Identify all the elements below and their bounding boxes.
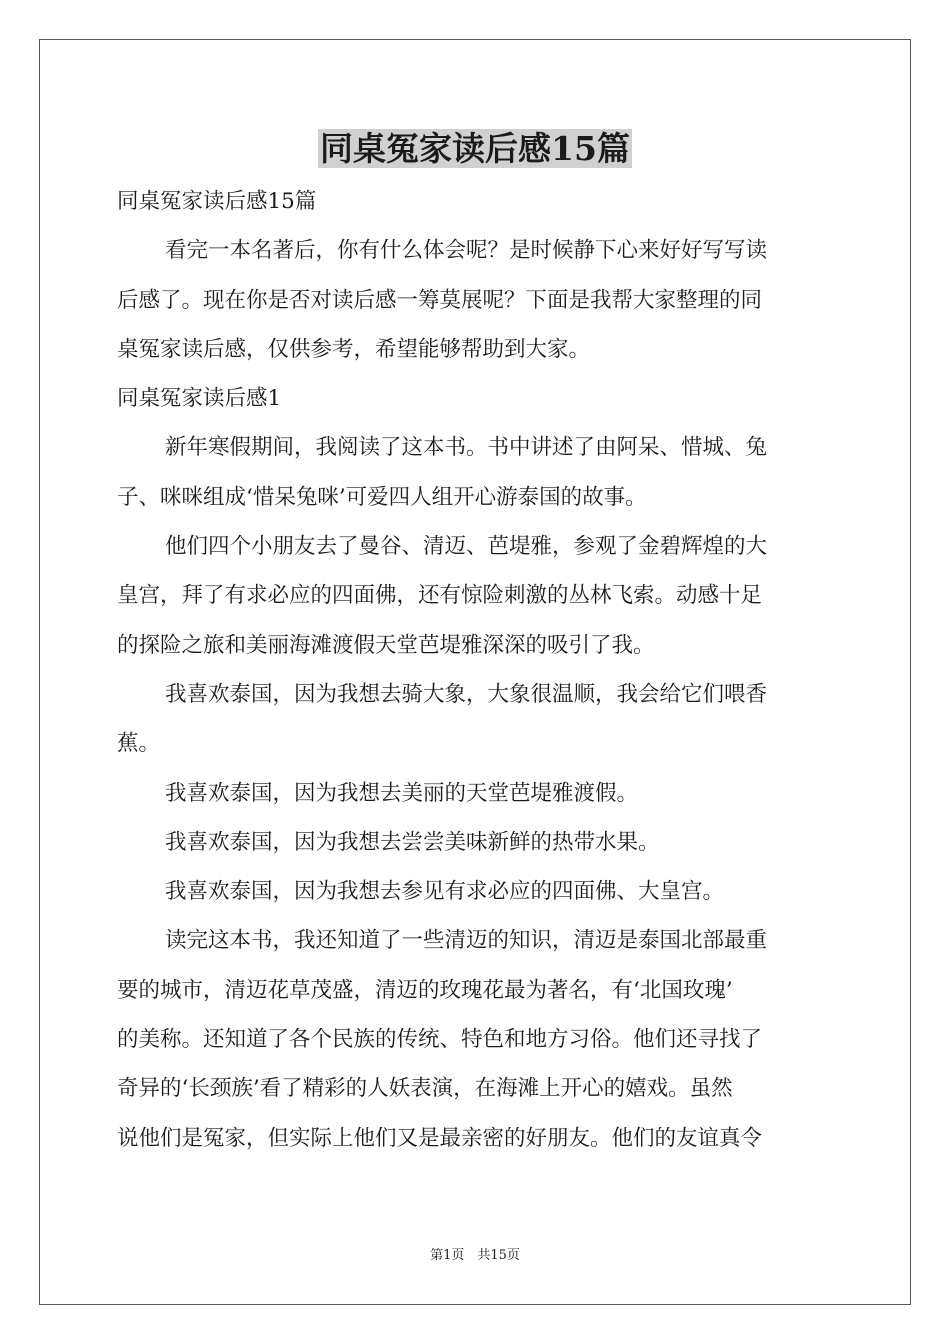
paragraph-line: 他们四个小朋友去了曼谷、清迈、芭堤雅，参观了金碧辉煌的大: [165, 534, 768, 560]
paragraph-line: 我喜欢泰国，因为我想去参见有求必应的四面佛、大皇宫。: [165, 879, 725, 905]
section-heading: 同桌冤家读后感1: [117, 386, 282, 412]
paragraph-line: 的探险之旅和美丽海滩渡假天堂芭堤雅深深的吸引了我。: [117, 632, 655, 658]
page-number: 第1页 共15页: [430, 1248, 520, 1263]
document-subtitle: 同桌冤家读后感15篇: [117, 189, 317, 214]
paragraph-line: 说他们是冤家，但实际上他们又是最亲密的好朋友。他们的友谊真令: [117, 1125, 763, 1151]
paragraph-line: 后感了。现在你是否对读后感一筹莫展呢？下面是我帮大家整理的同: [117, 287, 763, 313]
title-text: 同桌冤家读后感15篇: [320, 129, 630, 168]
paragraph-line: 子、咪咪组成‘惜呆兔咪’可爱四人组开心游泰国的故事。: [117, 484, 647, 510]
paragraph-line: 的美称。还知道了各个民族的传统、特色和地方习俗。他们还寻找了: [117, 1027, 763, 1053]
paragraph-line: 我喜欢泰国，因为我想去骑大象，大象很温顺，我会给它们喂香: [165, 681, 768, 707]
page-footer: [0, 1246, 950, 1266]
paragraph-line: 看完一本名著后，你有什么体会呢？是时候静下心来好好写写读: [165, 238, 768, 264]
document-title: [0, 126, 950, 172]
paragraph-line: 蕉。: [117, 731, 161, 757]
paragraph-line: 要的城市，清迈花草茂盛，清迈的玫瑰花最为著名，有‘北国玫瑰’: [117, 977, 733, 1003]
paragraph-line: 我喜欢泰国，因为我想去尝尝美味新鲜的热带水果。: [165, 829, 660, 855]
document-body: [117, 177, 835, 1163]
paragraph-line: 皇宫，拜了有求必应的四面佛，还有惊险刺激的丛林飞索。动感十足: [117, 583, 763, 609]
paragraph-line: 奇异的‘长颈族’看了精彩的人妖表演，在海滩上开心的嬉戏。虽然: [117, 1076, 733, 1102]
paragraph-line: 读完这本书，我还知道了一些清迈的知识，清迈是泰国北部最重: [165, 928, 768, 954]
paragraph-line: 我喜欢泰国，因为我想去美丽的天堂芭堤雅渡假。: [165, 780, 639, 806]
paragraph-line: 新年寒假期间，我阅读了这本书。书中讲述了由阿呆、惜城、兔: [165, 435, 768, 461]
paragraph-line: 桌冤家读后感，仅供参考，希望能够帮助到大家。: [117, 336, 591, 362]
